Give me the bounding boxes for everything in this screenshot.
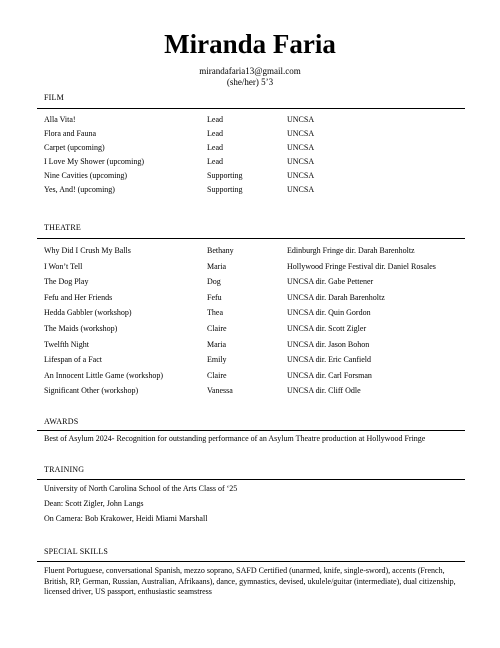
training-line: University of North Carolina School of the Arts Class of ‘25 [44,484,238,493]
credit-row [0,155,500,169]
credit-company: Hollywood Fringe Festival dir. Daniel Rosales [287,261,436,271]
credit-role: Dog [207,277,221,287]
pronouns-height: (she/her) 5’3 [226,77,274,87]
credit-company: UNCSA [287,157,315,166]
credit-row [0,183,500,197]
credit-role: Vanessa [207,386,233,396]
credit-role: Lead [207,115,223,124]
credit-company: UNCSA dir. Quin Gordon [287,308,371,318]
credit-row [0,353,500,367]
credit-role: Maria [207,339,227,349]
credit-role: Claire [207,370,227,380]
credit-row [0,369,500,383]
credit-title: Carpet (upcoming) [44,143,105,152]
credit-row [0,127,500,141]
credit-company: UNCSA dir. Cliff Odle [287,386,361,396]
awards-divider [37,430,465,431]
credit-title: Hedda Gabbler (workshop) [44,308,132,318]
film-divider [37,108,465,109]
credit-row [0,244,500,258]
credit-title: Fefu and Her Friends [44,292,113,302]
special-skills-text: Fluent Portuguese, conversational Spanish, mezzo soprano, SAFD Certified (unarmed, knife, single-sword), accents (French, British, RP, German, Russian, Australian, Afrikaans), dance, gymnastics, devised, ukulele/guitar (intermediate), dual citizenship, licensed driver, US passport, enthusiastic seamstress [44,566,456,596]
credit-company: UNCSA [287,129,315,138]
award-text: Best of Asylum 2024- Recognition for outstanding performance of an Asylum Theatre production at Hollywood Fringe [44,434,426,443]
credit-title: Yes, And! (upcoming) [44,185,115,194]
credit-title: The Dog Play [44,277,89,287]
credit-role: Emily [207,355,227,365]
training-divider [37,479,465,480]
training-line: Dean: Scott Zigler, John Langs [44,499,144,508]
credit-role: Lead [207,143,223,152]
credit-company: Edinburgh Fringe dir. Darah Barenholtz [287,246,415,255]
credit-role: Bethany [207,246,234,255]
credit-row [0,169,500,183]
credit-company: UNCSA dir. Darah Barenholtz [287,292,385,302]
credit-row [0,322,500,336]
credit-row [0,141,500,155]
training-heading: TRAINING [44,465,85,474]
credit-company: UNCSA dir. Scott Zigler [287,324,367,333]
credit-company: UNCSA [287,185,315,194]
theatre-heading: THEATRE [44,223,81,232]
credit-title: Significant Other (workshop) [44,386,139,396]
credit-title: Alla Vita! [44,115,76,124]
credit-title: The Maids (workshop) [44,324,118,333]
credit-role: Fefu [207,292,222,302]
credit-role: Thea [207,308,223,318]
credit-company: UNCSA dir. Gabe Pettener [287,277,374,287]
credit-role: Lead [207,129,223,138]
film-heading: FILM [44,93,64,102]
credit-title: Nine Cavities (upcoming) [44,171,128,180]
special-skills-divider [37,561,465,562]
credit-title: An Innocent Little Game (workshop) [44,370,164,380]
credit-company: UNCSA dir. Eric Canfield [287,355,371,365]
credit-row [0,260,500,274]
credit-title: Twelfth Night [44,339,89,349]
credit-role: Maria [207,261,227,271]
credit-title: Why Did I Crush My Balls [44,246,131,255]
theatre-divider [37,238,465,239]
credit-row [0,275,500,289]
credit-role: Supporting [207,171,243,180]
awards-heading: AWARDS [44,417,79,426]
credit-company: UNCSA [287,143,315,152]
email: mirandafaria13@gmail.com [199,66,301,76]
credit-role: Lead [207,157,223,166]
credit-row [0,384,500,398]
credit-row [0,113,500,127]
credit-company: UNCSA [287,171,315,180]
credit-title: Lifespan of a Fact [44,355,102,365]
credit-row [0,306,500,320]
credit-title: Flora and Fauna [44,129,96,138]
credit-title: I Won’t Tell [44,261,83,271]
credit-role: Supporting [207,185,243,194]
credit-company: UNCSA dir. Carl Forsman [287,370,372,380]
credit-company: UNCSA [287,115,315,124]
credit-row [0,291,500,305]
special-skills-heading: SPECIAL SKILLS [44,547,109,556]
training-line: On Camera: Bob Krakower, Heidi Miami Marshall [44,514,208,523]
credit-role: Claire [207,324,227,333]
actor-name: Miranda Faria [164,29,336,59]
credit-title: I Love My Shower (upcoming) [44,157,144,166]
credit-company: UNCSA dir. Jason Bohon [287,339,370,349]
credit-row [0,338,500,352]
